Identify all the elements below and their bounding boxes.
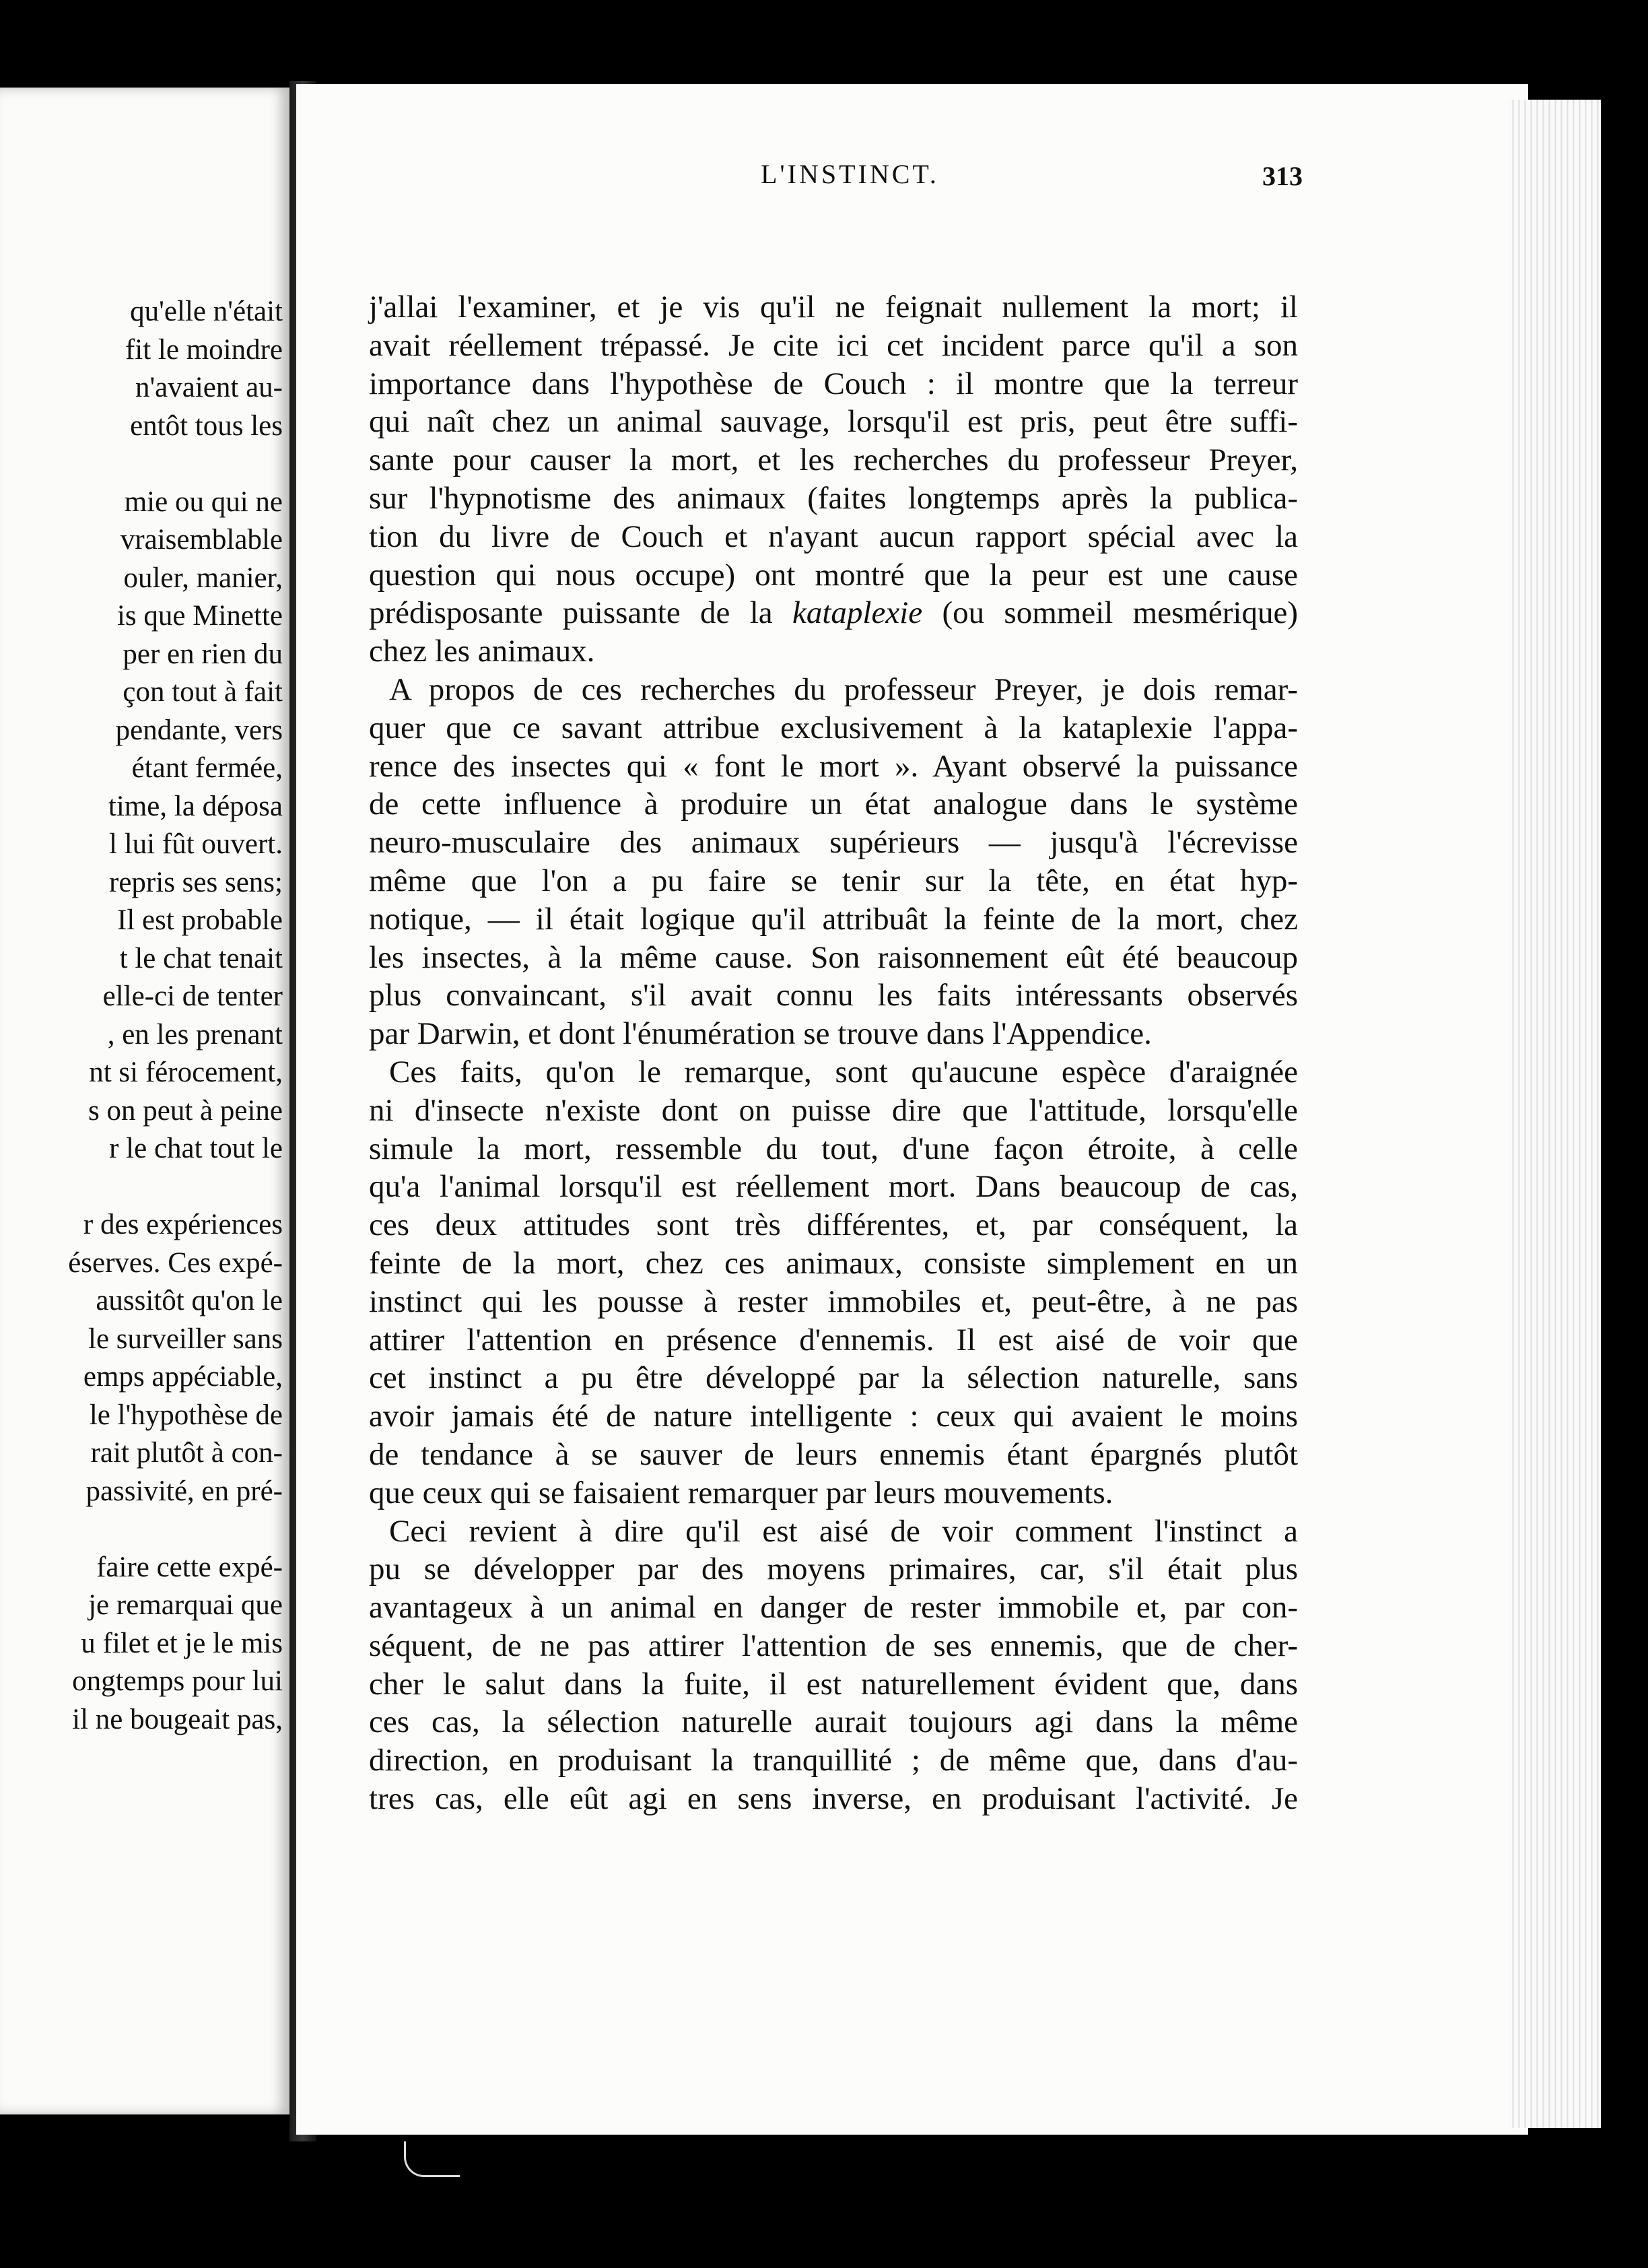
left-page-line: pendante, vers	[115, 714, 283, 746]
text-line: notique, — il était logique qu'il attribuât la feinte de la mort, chez	[369, 901, 1298, 937]
body-text	[369, 288, 1298, 1818]
page-corner-mark	[404, 2141, 460, 2177]
left-page-line: s on peut à peine	[88, 1094, 283, 1127]
text-line: avait réellement trépassé. Je cite ici cet incident parce qu'il a son	[369, 327, 1298, 363]
text-line: plus convaincant, s'il avait connu les faits intéressants observés	[369, 978, 1298, 1013]
left-page-line: le l'hypothèse de	[89, 1399, 283, 1431]
left-page-line: éserves. Ces expé-	[68, 1246, 283, 1279]
text-line: importance dans l'hypothèse de Couch : il montre que la terreur	[369, 366, 1298, 401]
paragraph-start-line: A propos de ces recherches du professeur Preyer, je dois remar-	[389, 671, 1298, 707]
text-line: neuro-musculaire des animaux supérieurs — jusqu'à l'écrevisse	[369, 825, 1298, 861]
text-line: que ceux qui se faisaient remarquer par leurs mouvements.	[369, 1475, 1113, 1510]
left-page-line: repris ses sens;	[109, 866, 283, 898]
text-line: par Darwin, et dont l'énumération se trouve dans l'Appendice.	[369, 1016, 1152, 1052]
text-line: pu se développer par des moyens primaires, car, s'il était plus	[369, 1552, 1298, 1587]
left-page-line: qu'elle n'était	[130, 296, 283, 327]
text-line: ni d'insecte n'existe dont on puisse dire que l'attitude, lorsqu'elle	[369, 1092, 1298, 1128]
text-line: les insectes, à la même cause. Son raisonnement eût été beaucoup	[369, 939, 1298, 975]
text-line: ces deux attitudes sont très différentes, et, par conséquent, la	[369, 1207, 1298, 1243]
left-page-line: entôt tous les	[130, 409, 283, 442]
text-line: feinte de la mort, chez ces animaux, consiste simplement en un	[369, 1245, 1298, 1281]
page-number: 313	[1262, 161, 1303, 191]
left-page	[0, 88, 289, 2114]
text-line: séquent, de ne pas attirer l'attention de ses ennemis, que de cher-	[369, 1628, 1298, 1663]
left-page-line: r des expériences	[83, 1209, 283, 1240]
left-page-line	[0, 445, 283, 483]
left-page-line: nt si férocement,	[89, 1057, 283, 1088]
text-line: quer que ce savant attribue exclusivement à la kataplexie l'appa-	[369, 710, 1298, 745]
text-line: chez les animaux.	[369, 634, 595, 669]
text-line: instinct qui les pousse à rester immobiles et, peut-être, à ne pas	[369, 1283, 1298, 1319]
text-line: tres cas, elle eût agi en sens inverse, en produisant l'activité. Je	[369, 1781, 1298, 1817]
left-page-text	[0, 293, 283, 1739]
left-page-line: Il est probable	[117, 904, 283, 936]
page-edges	[1508, 100, 1601, 2128]
left-page-line: , en les prenant	[107, 1018, 283, 1050]
left-page-line: mie ou qui ne	[124, 486, 283, 518]
left-page-line: emps appéciable,	[83, 1361, 283, 1393]
left-page-line: elle-ci de tenter	[102, 980, 283, 1012]
left-page-line: il ne bougeait pas,	[72, 1703, 283, 1735]
text-line: avantageux à un animal en danger de rester immobile et, par con-	[369, 1590, 1298, 1626]
left-page-line: time, la déposa	[108, 790, 283, 822]
text-line: avoir jamais été de nature intelligente : ceux qui avaient le moins	[369, 1399, 1298, 1434]
left-page-line: faire cette expé-	[96, 1551, 283, 1583]
text-line: cet instinct a pu être développé par la sélection naturelle, sans	[369, 1360, 1298, 1396]
text-line: rence des insectes qui « font le mort ». Ayant observé la puissance	[369, 748, 1298, 784]
text-line: tion du livre de Couch et n'ayant aucun rapport spécial avec la	[369, 519, 1298, 554]
text-line-kataplexie	[369, 594, 1298, 632]
left-page-line: je remarquai que	[88, 1589, 283, 1621]
left-page-line: fit le moindre	[125, 333, 283, 366]
text-line: sante pour causer la mort, et les recherches du professeur Preyer,	[369, 442, 1298, 478]
left-page-line: aussitôt qu'on le	[96, 1285, 283, 1316]
text-line: cher le salut dans la fuite, il est naturellement évident que, dans	[369, 1666, 1298, 1702]
left-page-line: ouler, manier,	[123, 562, 283, 594]
text-line: qu'a l'animal lorsqu'il est réellement mort. Dans beaucoup de cas,	[369, 1169, 1298, 1205]
left-page-line: passivité, en pré-	[85, 1475, 283, 1507]
left-page-line: le surveiller sans	[88, 1323, 283, 1355]
italic-term: kataplexie	[792, 595, 923, 631]
left-page-line: u filet et je le mis	[81, 1627, 283, 1659]
text-line: attirer l'attention en présence d'ennemis. Il est aisé de voir que	[369, 1322, 1298, 1358]
running-head: L'INSTINCT.	[761, 159, 939, 189]
left-page-line: vraisemblable	[120, 524, 283, 556]
text-line: même que l'on a pu faire se tenir sur la tête, en état hyp-	[369, 863, 1298, 898]
left-page-line: n'avaient au-	[135, 372, 283, 403]
text-line: de cette influence à produire un état analogue dans le système	[369, 787, 1298, 822]
left-page-line: is que Minette	[116, 600, 283, 632]
text-line: sur l'hypnotisme des animaux (faites longtemps après la publica-	[369, 480, 1298, 516]
text-line: qui naît chez un animal sauvage, lorsqu'il est pris, peut être suffi-	[369, 404, 1298, 440]
left-page-line: r le chat tout le	[109, 1133, 283, 1164]
text-line: simule la mort, ressemble du tout, d'une façon étroite, à celle	[369, 1131, 1298, 1166]
left-page-line: ongtemps pour lui	[72, 1665, 283, 1697]
paragraph-start-line: Ces faits, qu'on le remarque, sont qu'aucune espèce d'araignée	[389, 1054, 1298, 1090]
left-page-line	[0, 1168, 283, 1207]
text-fragment: (ou sommeil mesmérique)	[922, 595, 1298, 631]
paragraph-start-line: Ceci revient à dire qu'il est aisé de voir comment l'instinct a	[389, 1513, 1298, 1549]
text-fragment: prédisposante puissante de la	[369, 595, 792, 631]
left-page-line: t le chat tenait	[119, 942, 283, 974]
text-line: question qui nous occupe) ont montré que la peur est une cause	[369, 557, 1298, 593]
text-line: ces cas, la sélection naturelle aurait toujours agi dans la même	[369, 1704, 1298, 1740]
left-page-line: étant fermée,	[131, 752, 283, 784]
text-line: de tendance à se sauver de leurs ennemis étant épargnés plutôt	[369, 1436, 1298, 1472]
left-page-line: l lui fût ouvert.	[109, 828, 283, 860]
left-page-line: per en rien du	[123, 638, 283, 670]
left-page-line: rait plutôt à con-	[90, 1437, 283, 1469]
left-page-line: çon tout à fait	[123, 676, 283, 708]
left-page-line	[0, 1510, 283, 1549]
text-line: j'allai l'examiner, et je vis qu'il ne feignait nullement la mort; il	[369, 290, 1298, 325]
text-line: direction, en produisant la tranquillité ; de même que, dans d'au-	[369, 1743, 1298, 1778]
